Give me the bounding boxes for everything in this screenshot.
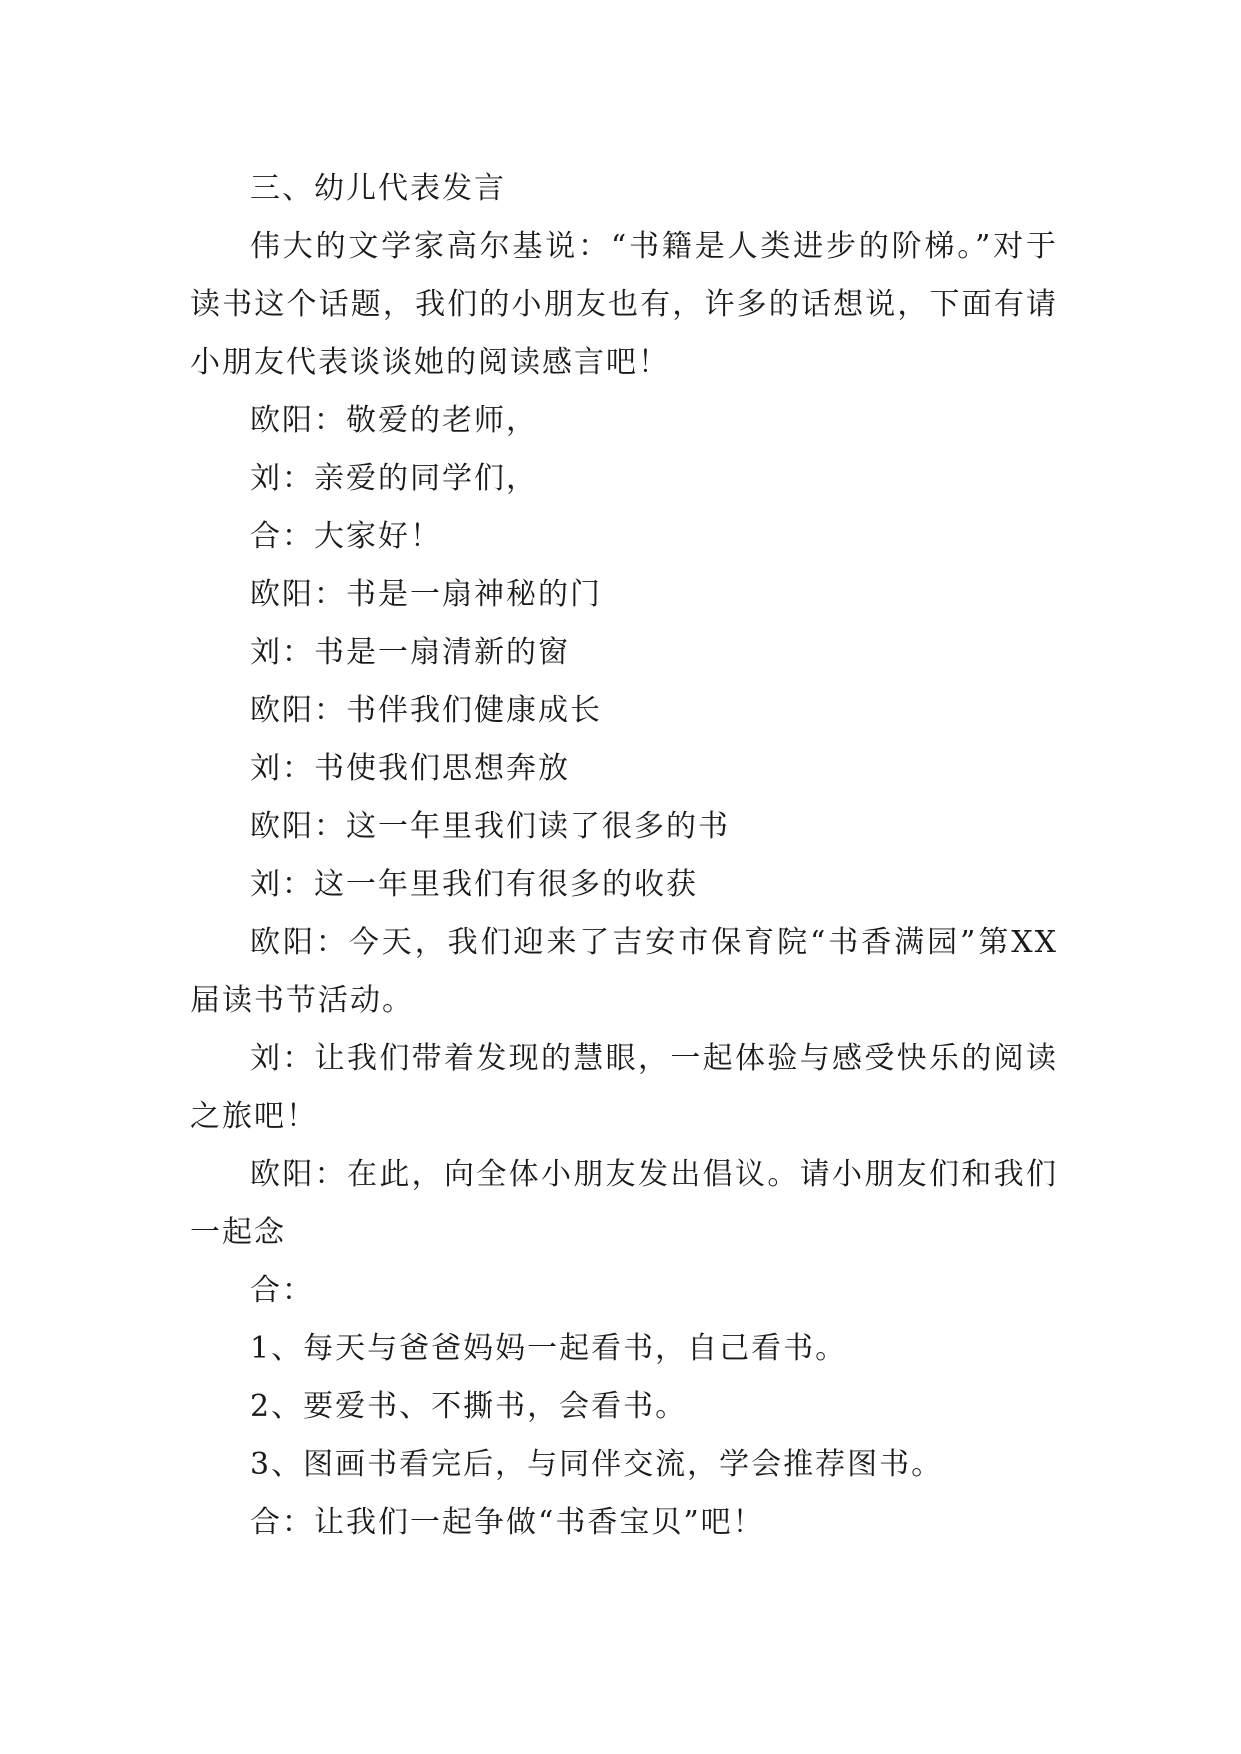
dialogue-line: 欧阳：书伴我们健康成长	[250, 693, 602, 728]
dialogue-line: 欧阳：书是一扇神秘的门	[250, 577, 602, 612]
dialogue-line: 刘：让我们带着发现的慧眼，一起体验与感受快乐的阅读之旅吧！	[190, 1041, 1058, 1134]
dialogue-line: 欧阳：在此，向全体小朋友发出倡议。请小朋友们和我们一起念	[190, 1157, 1058, 1250]
document-body	[190, 160, 1058, 1552]
dialogue-line: 欧阳：今天，我们迎来了吉安市保育院“书香满园”第XX届读书节活动。	[190, 925, 1058, 1018]
pledge-item: 2、要爱书、不撕书，会看书。	[250, 1389, 688, 1424]
dialogue-line: 刘：书使我们思想奔放	[250, 751, 570, 786]
dialogue-line: 合：大家好！	[250, 519, 442, 554]
dialogue-line: 欧阳：这一年里我们读了很多的书	[250, 809, 730, 844]
dialogue-line: 合：	[250, 1273, 314, 1308]
dialogue-line: 刘：书是一扇清新的窗	[250, 635, 570, 670]
pledge-item: 1、每天与爸爸妈妈一起看书，自己看书。	[250, 1331, 848, 1366]
dialogue-line: 欧阳：敬爱的老师，	[250, 403, 538, 438]
intro-paragraph: 伟大的文学家高尔基说：“书籍是人类进步的阶梯。”对于读书这个话题，我们的小朋友也有，许多的话想说，下面有请小朋友代表谈谈她的阅读感言吧！	[190, 229, 1058, 380]
pledge-item: 3、图画书看完后，与同伴交流，学会推荐图书。	[250, 1447, 944, 1482]
dialogue-line: 刘：亲爱的同学们，	[250, 461, 538, 496]
section-heading: 三、幼儿代表发言	[250, 171, 506, 206]
closing-line: 合：让我们一起争做“书香宝贝”吧！	[250, 1505, 765, 1540]
dialogue-line: 刘：这一年里我们有很多的收获	[250, 867, 698, 902]
